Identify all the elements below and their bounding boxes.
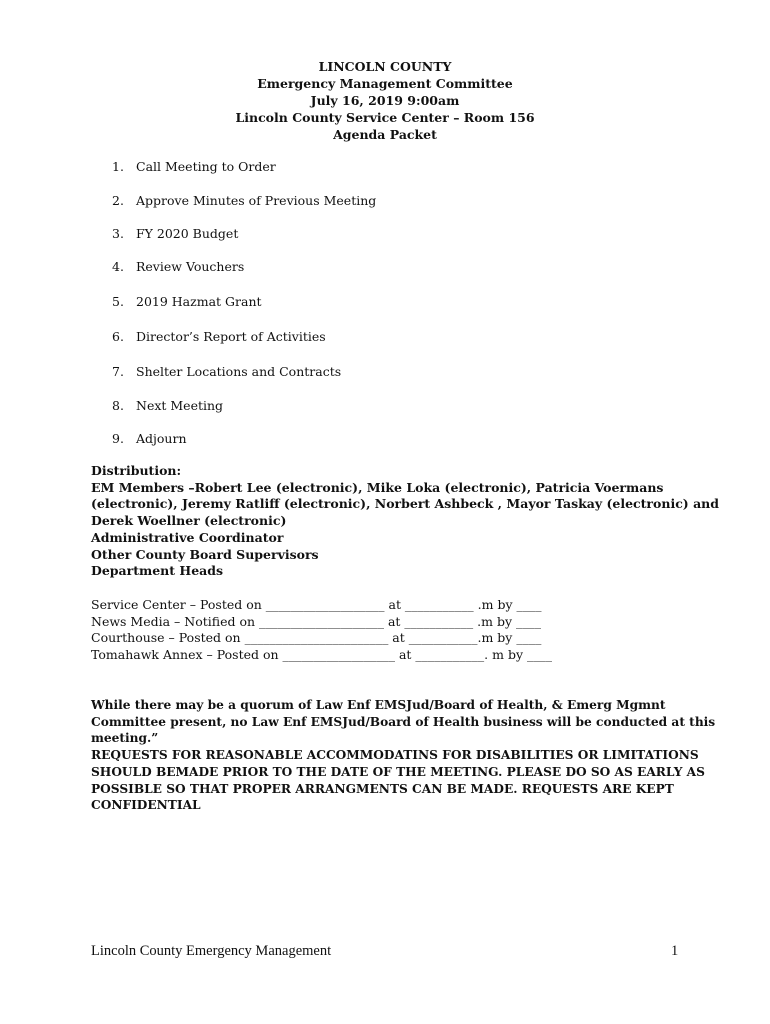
posting-tomahawk-annex: Tomahawk Annex – Posted on __________________ at ___________. m by ____ [91,647,552,663]
posting-news-media: News Media – Notified on ____________________ at ___________ .m by ____ [91,613,541,629]
distribution-line: Administrative Coordinator [91,529,284,545]
distribution-line: Derek Woellner (electronic) [91,513,287,529]
agenda-item: 7. Shelter Locations and Contracts [112,364,342,379]
document-header [0,58,770,143]
header-date: July 16, 2019 9:00am [310,93,460,108]
distribution-line: EM Members –Robert Lee (electronic), Mike Loka (electronic), Patricia Voermans [91,479,664,495]
agenda-item: 1. Call Meeting to Order [112,159,276,174]
agenda-item: 8. Next Meeting [112,398,224,413]
posting-courthouse: Courthouse – Posted on _______________________ at ___________.m by ____ [91,630,542,646]
notice-line: SHOULD BEMADE PRIOR TO THE DATE OF THE MEETING. PLEASE DO SO AS EARLY AS [91,764,705,779]
distribution-heading: Distribution: [91,463,182,478]
notice-line: POSSIBLE SO THAT PROPER ARRANGMENTS CAN BE MADE. REQUESTS ARE KEPT [91,781,674,796]
header-committee: Emergency Management Committee [257,76,513,91]
header-packet-title: Agenda Packet [333,127,437,142]
header-county: LINCOLN COUNTY [318,59,452,74]
agenda-item: 3. FY 2020 Budget [112,226,239,241]
posting-record [91,597,552,664]
notice-line: meeting.” [91,731,159,746]
notice-line: CONFIDENTIAL [91,798,201,813]
agenda-item: 6. Director’s Report of Activities [112,329,326,344]
header-location: Lincoln County Service Center – Room 156 [235,110,535,125]
posting-service-center: Service Center – Posted on ___________________ at ___________ .m by ____ [91,597,542,612]
notice-line: While there may be a quorum of Law Enf EMSJud/Board of Health, & Emerg Mgmnt [91,698,666,712]
agenda-item: 2. Approve Minutes of Previous Meeting [112,193,377,208]
distribution-section [91,463,719,580]
notice-line: REQUESTS FOR REASONABLE ACCOMMODATINS FOR DISABILITIES OR LIMITATIONS [91,748,699,763]
distribution-line: Other County Board Supervisors [91,546,319,562]
agenda-item: 9. Adjourn [112,431,187,446]
agenda-item: 4. Review Vouchers [112,259,245,274]
agenda-item: 5. 2019 Hazmat Grant [112,294,262,309]
distribution-line: (electronic), Jeremy Ratliff (electronic), Norbert Ashbeck , Mayor Taskay (electronic) and [91,496,719,512]
quorum-notice [91,697,716,814]
page-number: 1 [671,943,679,959]
distribution-line: Department Heads [91,563,224,579]
footer-title: Lincoln County Emergency Management [91,943,332,959]
notice-line: Committee present, no Law Enf EMSJud/Board of Health business will be conducted at this [91,714,716,729]
